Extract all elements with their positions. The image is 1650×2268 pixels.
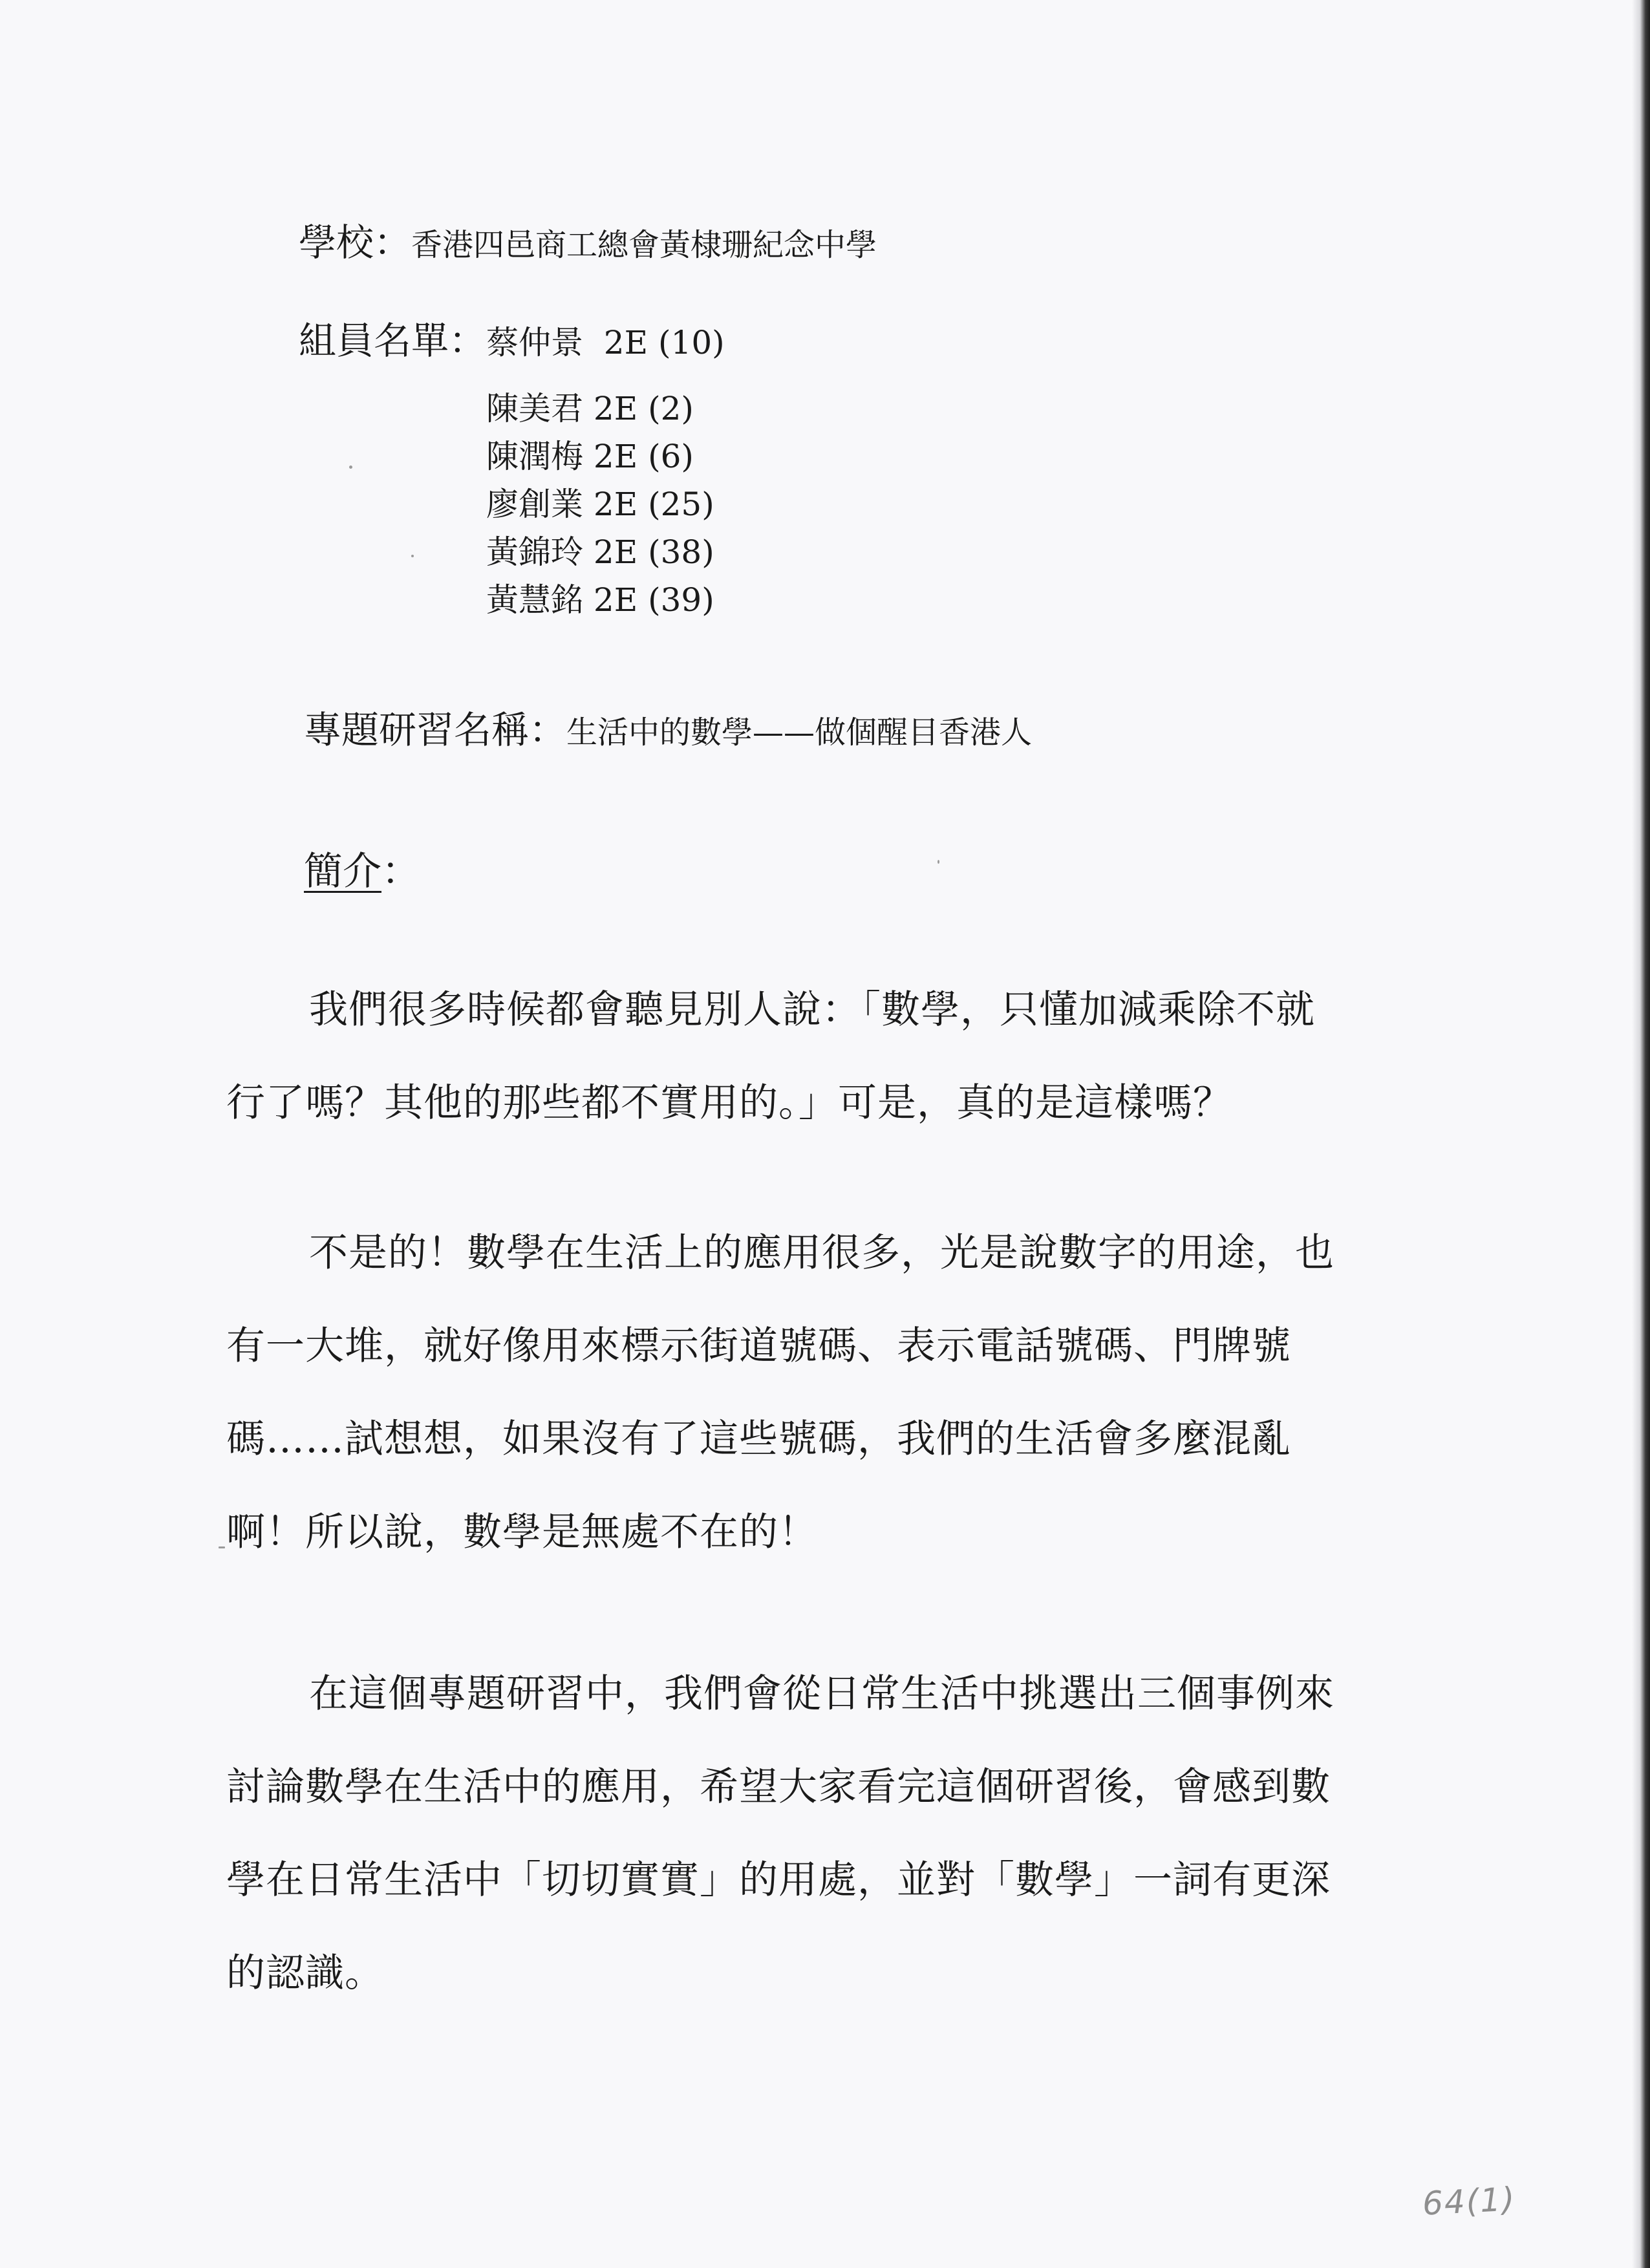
scan-speck bbox=[349, 465, 352, 469]
intro-paragraph-2: 不是的！數學在生活上的應用很多，光是說數字的用途，也有一大堆，就好像用來標示街道號碼、表示電話號碼、門牌號碼……試想想，如果沒有了這些號碼，我們的生活會多麼混亂啊！所以說，數學是無處不在的！ bbox=[226, 1230, 1334, 1555]
members-line bbox=[299, 310, 725, 365]
handwritten-page-number: 64(1) bbox=[1421, 2180, 1517, 2223]
school-line bbox=[299, 212, 877, 266]
school-name: 香港四邑商工總會黃棣珊紀念中學 bbox=[411, 227, 877, 263]
member-entry: 蔡仲景 2E (10) bbox=[486, 324, 725, 361]
member-entry: 黃錦玲 2E (38) bbox=[486, 533, 714, 571]
topic-title: 生活中的數學——做個醒目香港人 bbox=[566, 714, 1033, 751]
topic-label: 專題研習名稱： bbox=[304, 708, 567, 752]
topic-line bbox=[304, 700, 1032, 754]
intro-paragraph-3: 在這個專題研習中，我們會從日常生活中挑選出三個事例來討論數學在生活中的應用，希望大家看完這個研習後，會感到數學在日常生活中「切切實實」的用處，並對「數學」一詞有更深的認識。 bbox=[226, 1671, 1334, 1996]
intro-heading-colon: ： bbox=[381, 849, 420, 894]
members-label: 組員名單： bbox=[299, 319, 487, 363]
scan-speck bbox=[219, 1546, 225, 1548]
intro-heading-text: 簡介 bbox=[304, 849, 381, 894]
member-entry: 陳美君 2E (2) bbox=[486, 390, 694, 427]
member-entry: 黃慧銘 2E (39) bbox=[486, 581, 714, 619]
intro-paragraph-1: 我們很多時候都會聽見別人說：「數學，只懂加減乘除不就行了嗎？其他的那些都不實用的。」可是，真的是這樣嗎？ bbox=[226, 987, 1315, 1126]
member-entry: 廖創業 2E (25) bbox=[486, 486, 714, 523]
scan-speck bbox=[938, 860, 939, 864]
scan-edge-shadow bbox=[1632, 0, 1650, 2268]
member-entry: 陳潤梅 2E (6) bbox=[486, 438, 694, 475]
intro-heading bbox=[304, 840, 420, 896]
school-label: 學校： bbox=[299, 220, 412, 264]
scan-speck bbox=[411, 555, 414, 557]
